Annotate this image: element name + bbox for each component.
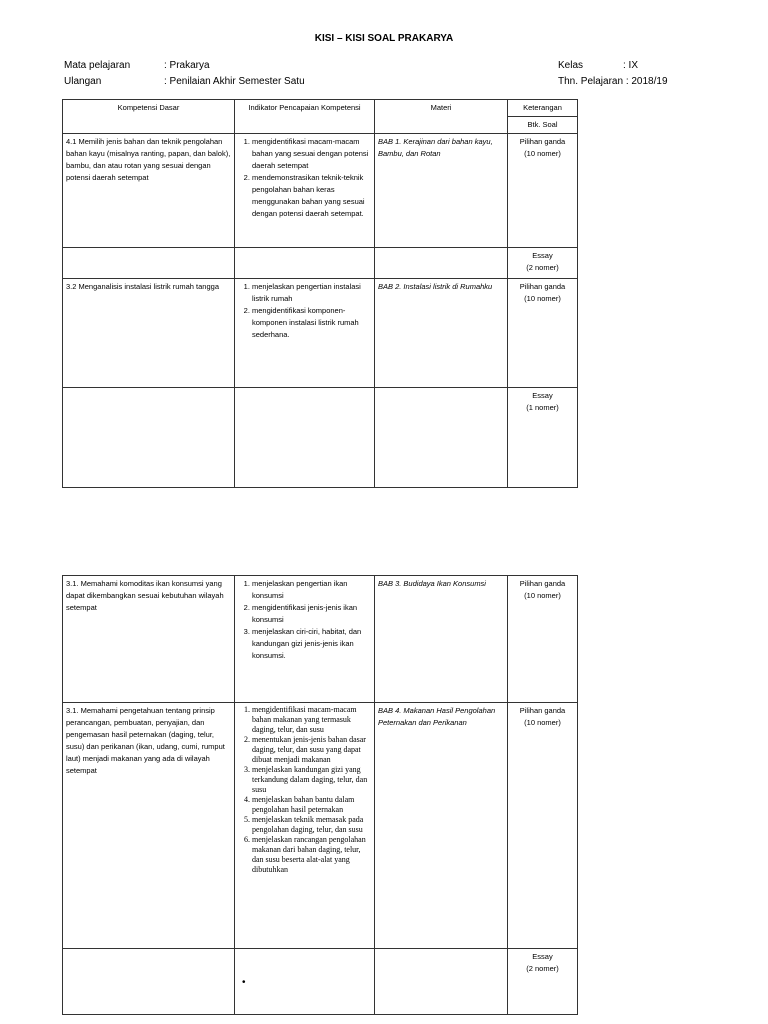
ket-bentuk: Pilihan ganda [519,579,566,588]
keterangan-cell [508,279,578,388]
indikator-item: 1. mengidentifikasi macam-macam bahan makanan yang termasuk daging, telur, dan susu [252,705,371,735]
ket-bentuk: Essay [532,952,553,961]
bullet-mark: • [242,977,246,988]
indikator-item: 2. menentukan jenis-jenis bahan dasar daging, telur, dan susu yang dapat dibuat menjadi makanan [252,735,371,765]
materi-cell: BAB 3. Budidaya Ikan Konsumsi [375,576,508,703]
kd-cell: 3.1. Memahami pengetahuan tentang prinsip perancangan, pembuatan, penyajian, dan pengemasan hasil peternakan (daging, telur, susu) dan perikanan (ikan, udang, cumi, rumput laut) menjadi makanan yang ada di wilayah setempat [63,703,235,949]
ket-bentuk: Essay [532,251,553,260]
indikator-item: 1. menjelaskan pengertian ikan konsumsi [252,578,371,602]
header-kd: Kompetensi Dasar [63,100,235,134]
mapel-value: : Prakarya [164,60,210,71]
indikator-item: 1. menjelaskan pengertian instalasi listrik rumah [252,281,371,305]
ket-bentuk: Pilihan ganda [519,706,566,715]
mapel-label: Mata pelajaran [64,60,131,71]
materi-cell: BAB 1. Kerajinan dari bahan kayu, Bambu, dan Rotan [375,134,508,248]
kelas-value: : IX [623,60,639,71]
ket-bentuk: Essay [532,391,553,400]
table-row [63,703,578,949]
keterangan-cell [508,388,578,488]
table-row [63,134,578,248]
ket-jumlah: (2 nomer) [526,964,559,973]
kd-cell: 3.2 Menganalisis instalasi listrik rumah tangga [63,279,235,388]
table-row [63,388,578,488]
table-row [63,576,578,703]
header-keterangan: Keterangan [508,100,578,117]
indikator-item: 2. mengidentifikasi jenis-jenis ikan konsumsi [252,602,371,626]
materi-cell: BAB 2. Instalasi listrik di Rumahku [375,279,508,388]
table-row [63,949,578,1015]
indikator-item: 1. mengidentifikasi macam-macam bahan yang sesuai dengan potensi daerah setempat [252,136,371,172]
tahun-pelajaran: Thn. Pelajaran : 2018/19 [558,76,668,87]
keterangan-cell [508,949,578,1015]
kd-cell: 4.1 Memilih jenis bahan dan teknik pengolahan bahan kayu (misalnya ranting, papan, dan balok), bambu, dan atau rotan yang sesuai dengan potensi daerah setempat [63,134,235,248]
header-btk-soal: Btk. Soal [508,117,578,134]
kd-cell: 3.1. Memahami komoditas ikan konsumsi yang dapat dikembangkan sesuai kebutuhan wilayah setempat [63,576,235,703]
indikator-item: 2. mendemonstrasikan teknik-teknik pengolahan bahan keras menggunakan bahan yang sesuai dengan potensi daerah setempat. [252,172,371,220]
indikator-item: 6. menjelaskan rancangan pengolahan makanan dari bahan daging, telur, dan susu beserta alat-alat yang dibutuhkan [252,835,371,875]
indikator-item: 3. menjelaskan ciri-ciri, habitat, dan kandungan gizi jenis-jenis ikan konsumsi. [252,626,371,662]
ket-bentuk: Pilihan ganda [519,282,566,291]
indikator-item: 4. menjelaskan bahan bantu dalam pengolahan hasil peternakan [252,795,371,815]
header-indikator: Indikator Pencapaian Kompetensi [235,100,375,134]
indikator-item: 2. mengidentifikasi komponen-komponen instalasi listrik rumah sederhana. [252,305,371,341]
indikator-cell [235,703,375,949]
keterangan-cell [508,134,578,248]
keterangan-cell [508,703,578,949]
indikator-item: 5. menjelaskan teknik memasak pada pengolahan daging, telur, dan susu [252,815,371,835]
ket-jumlah: (10 nomer) [524,718,561,727]
ulangan-value: : Penilaian Akhir Semester Satu [164,76,305,87]
indikator-item: 3. menjelaskan kandungan gizi yang terkandung dalam daging, telur, dan susu [252,765,371,795]
ket-jumlah: (10 nomer) [524,149,561,158]
materi-cell: BAB 4. Makanan Hasil Pengolahan Peternakan dan Perikanan [375,703,508,949]
ket-bentuk: Pilihan ganda [519,137,566,146]
kelas-label: Kelas [558,60,584,71]
ket-jumlah: (2 nomer) [526,263,559,272]
table-row [63,279,578,388]
indikator-cell [235,279,375,388]
ulangan-label: Ulangan [64,76,102,87]
indikator-cell [235,134,375,248]
page-title: KISI – KISI SOAL PRAKARYA [314,33,454,44]
header-materi: Materi [375,100,508,134]
kisi-table-1 [62,99,578,488]
table-row [63,248,578,279]
indikator-cell [235,576,375,703]
ket-jumlah: (10 nomer) [524,294,561,303]
keterangan-cell [508,576,578,703]
keterangan-cell [508,248,578,279]
ket-jumlah: (10 nomer) [524,591,561,600]
ket-jumlah: (1 nomer) [526,403,559,412]
kisi-table-2 [62,575,578,1015]
